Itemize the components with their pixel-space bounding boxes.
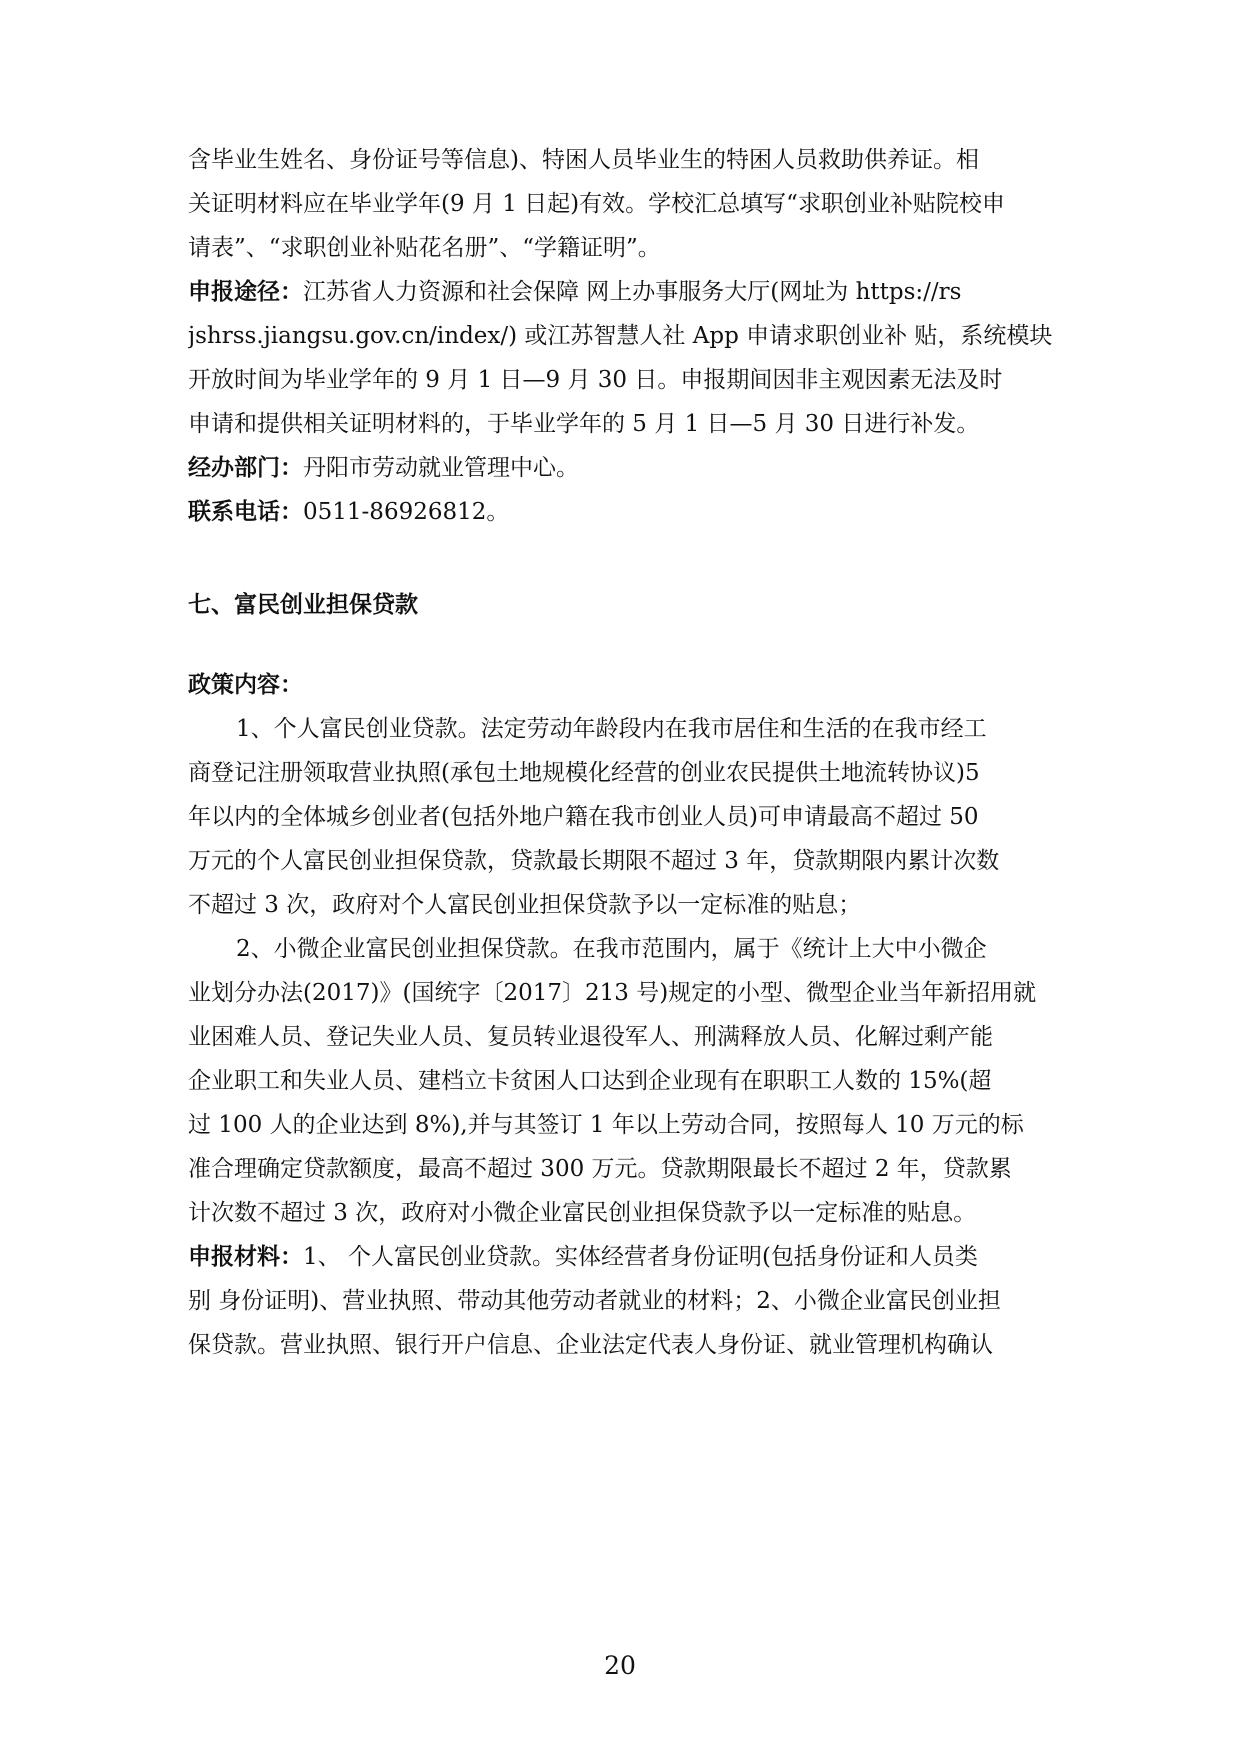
page-number: 20 — [604, 1651, 636, 1680]
body-line: 计次数不超过 3 次，政府对小微企业富民创业担保贷款予以一定标准的贴息。 — [188, 1200, 977, 1226]
department-label: 经办部门： — [188, 454, 303, 481]
body-line: jshrss.jiangsu.gov.cn/index/) 或江苏智慧人社 App 申请求职创业补 贴，系统模块 — [188, 323, 1053, 349]
body-line: 申请和提供相关证明材料的，于毕业学年的 5 月 1 日—5 月 30 日进行补发。 — [188, 411, 980, 437]
policy-content-label: 政策内容： — [188, 671, 303, 698]
phone-label: 联系电话： — [188, 498, 303, 525]
body-line: 含毕业生姓名、身份证号等信息)、特困人员毕业生的特困人员救助供养证。相 — [188, 147, 979, 173]
section-heading: 七、富民创业担保贷款 — [188, 591, 418, 618]
phone-line — [188, 497, 1068, 527]
phone-text: 0511-86926812。 — [303, 499, 510, 525]
materials-label: 申报材料： — [188, 1243, 303, 1270]
materials-text: 1、 个人富民创业贷款。实体经营者身份证明(包括身份证和人员类 — [303, 1244, 978, 1270]
body-line: 1、个人富民创业贷款。法定劳动年龄段内在我市居住和生活的在我市经工 — [236, 716, 987, 742]
body-line: 别 身份证明)、营业执照、带动其他劳动者就业的材料；2、小微企业富民创业担 — [188, 1288, 1001, 1314]
body-line: 不超过 3 次，政府对个人富民创业担保贷款予以一定标准的贴息； — [188, 892, 862, 918]
body-line: 万元的个人富民创业担保贷款，贷款最长期限不超过 3 年，贷款期限内累计次数 — [188, 848, 1000, 874]
body-line: 年以内的全体城乡创业者(包括外地户籍在我市创业人员)可申请最高不超过 50 — [188, 804, 979, 830]
body-line: 商登记注册领取营业执照(承包土地规模化经营的创业农民提供土地流转协议)5 — [188, 760, 980, 786]
materials-line — [188, 1242, 1068, 1272]
body-line: 请表”、“求职创业补贴花名册”、“学籍证明”。 — [188, 235, 661, 261]
body-line: 过 100 人的企业达到 8%),并与其签订 1 年以上劳动合同，按照每人 10 万元的标 — [188, 1112, 1024, 1138]
application-channel-line — [188, 277, 1068, 307]
application-channel-text: 江苏省人力资源和社会保障 网上办事服务大厅(网址为 https://rs — [303, 279, 962, 305]
department-line — [188, 453, 1068, 483]
body-line: 业划分办法(2017)》(国统字〔2017〕213 号)规定的小型、微型企业当年新招用就 — [188, 980, 1037, 1006]
body-line: 开放时间为毕业学年的 9 月 1 日—9 月 30 日。申报期间因非主观因素无法及时 — [188, 367, 1003, 393]
body-line: 保贷款。营业执照、银行开户信息、企业法定代表人身份证、就业管理机构确认 — [188, 1332, 993, 1358]
body-line: 业困难人员、登记失业人员、复员转业退役军人、刑满释放人员、化解过剩产能 — [188, 1024, 993, 1050]
department-text: 丹阳市劳动就业管理中心。 — [303, 455, 579, 481]
body-line: 2、小微企业富民创业担保贷款。在我市范围内，属于《统计上大中小微企 — [236, 936, 987, 962]
body-line: 企业职工和失业人员、建档立卡贫困人口达到企业现有在职职工人数的 15%(超 — [188, 1068, 992, 1094]
body-line: 关证明材料应在毕业学年(9 月 1 日起)有效。学校汇总填写“求职创业补贴院校申 — [188, 191, 1005, 217]
application-channel-label: 申报途径： — [188, 278, 303, 305]
body-line: 准合理确定贷款额度，最高不超过 300 万元。贷款期限最长不超过 2 年，贷款累 — [188, 1156, 1012, 1182]
